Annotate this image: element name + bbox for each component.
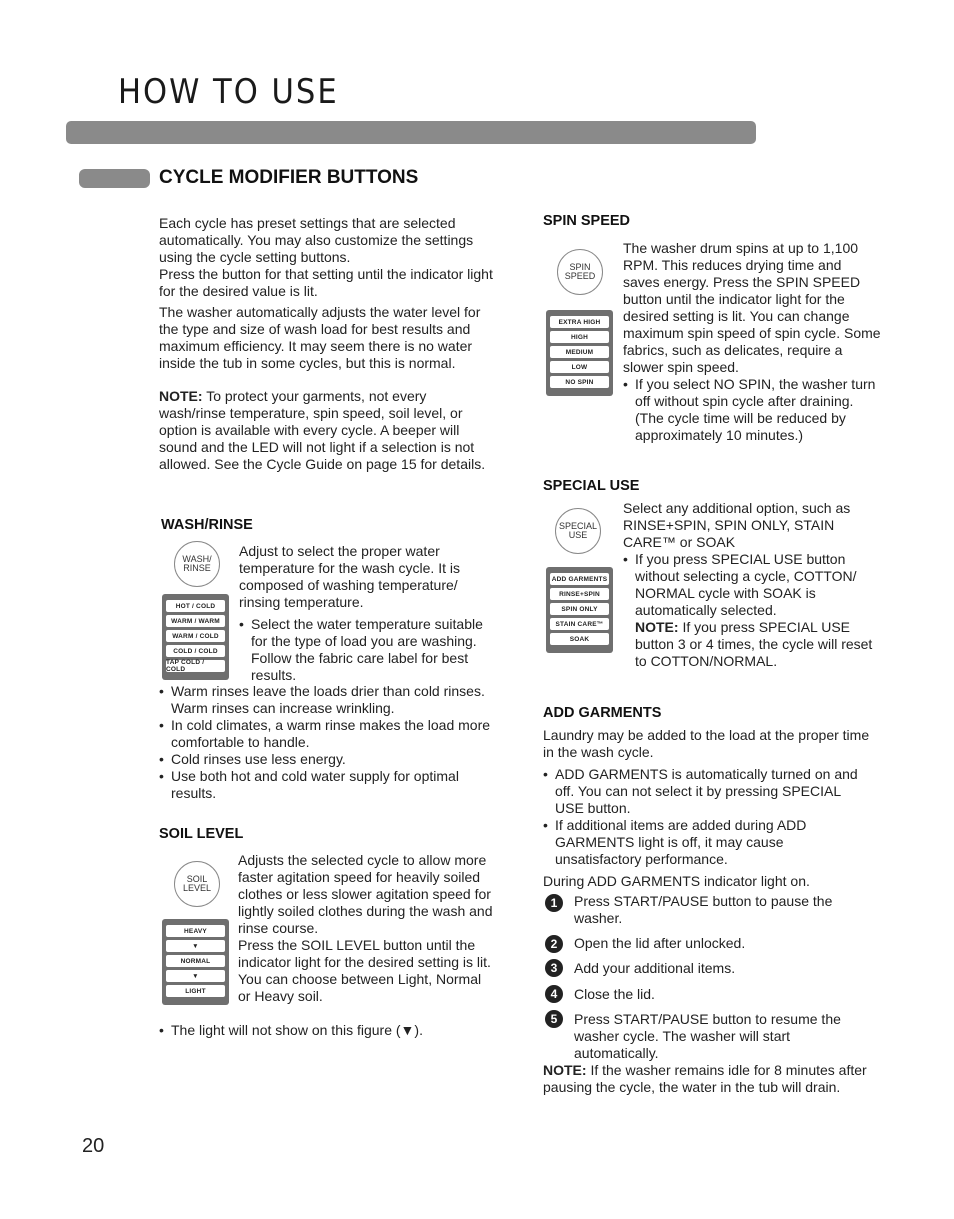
list-item [623, 551, 881, 670]
step-text: Open the lid after unlocked. [574, 935, 746, 951]
step-text: Close the lid. [574, 986, 655, 1002]
wash-rinse-button [174, 541, 220, 587]
intro-block [159, 215, 494, 473]
add-garments-desc: Laundry may be added to the load at the proper time in the wash cycle. [543, 727, 870, 760]
step-number-badge: 1 [545, 894, 563, 912]
step-number-badge: 3 [545, 959, 563, 977]
note-text: If the washer remains idle for 8 minutes after pausing the cycle, the water in the tub will drain. [543, 1062, 867, 1095]
list-item: • Cold rinses use less energy. [159, 751, 494, 768]
intro-note [159, 388, 494, 473]
panel-cell: HIGH [550, 331, 609, 343]
panel-cell: ADD GARMENTS [550, 573, 609, 585]
wash-rinse-bullets [159, 683, 494, 802]
note-label: NOTE: [159, 388, 203, 404]
step-number-badge: 4 [545, 985, 563, 1003]
list-item: • If you select NO SPIN, the washer turn off without spin cycle after draining. (The cycle time will be reduced by approximately 10 minutes.) [623, 376, 881, 444]
soil-level-desc-block [238, 852, 496, 1005]
special-use-button [555, 508, 601, 554]
panel-cell: HOT / COLD [166, 600, 225, 612]
wash-rinse-inner-bullet: • Select the water temperature suitable for the type of load you are washing. Follow the fabric care label for best results. [239, 616, 494, 684]
step-number-badge: 5 [545, 1010, 563, 1028]
panel-cell: WARM / COLD [166, 630, 225, 642]
special-use-bullet: If you press SPECIAL USE button without selecting a cycle, COTTON/ NORMAL cycle with SOAK is automatically selected. [635, 551, 857, 618]
step-text: Add your additional items. [574, 960, 736, 976]
soil-level-heading: SOIL LEVEL [159, 826, 244, 842]
add-garments-heading: ADD GARMENTS [543, 705, 662, 721]
wash-rinse-button-line2: RINSE [183, 563, 211, 573]
special-use-desc-block [623, 500, 881, 670]
note-label: NOTE: [543, 1062, 587, 1078]
note-text: If you press SPECIAL USE button 3 or 4 times, the cycle will reset to COTTON/NORMAL. [635, 619, 873, 669]
spin-speed-desc-block [623, 240, 881, 444]
panel-cell: LIGHT [166, 985, 225, 997]
soil-level-bullets [159, 1022, 494, 1039]
wash-rinse-heading: WASH/RINSE [161, 517, 253, 533]
spin-speed-indicator-panel [546, 310, 613, 396]
panel-cell: ▼ [166, 940, 225, 952]
panel-cell: SOAK [550, 633, 609, 645]
panel-cell: MEDIUM [550, 346, 609, 358]
soil-level-desc-2: Press the SOIL LEVEL button until the indicator light for the desired setting is lit. You can choose between Light, Normal or Heavy soil. [238, 937, 491, 1004]
intro-paragraph-2: The washer automatically adjusts the water level for the type and size of wash load for best results and maximum efficiency. It may seem there is no water inside the tub in some cycles, but this is normal. [159, 304, 481, 371]
title-bar-divider [66, 121, 756, 144]
list-item: • In cold climates, a warm rinse makes the load more comfortable to handle. [159, 717, 494, 751]
soil-level-indicator-panel [162, 919, 229, 1005]
panel-cell: ▼ [166, 970, 225, 982]
note-text: To protect your garments, not every wash/rinse temperature, spin speed, soil level, or option is available with every cycle. A beeper will sound and the LED will not light if a selection is not allowed. See the Cycle Guide on page 15 for details. [159, 388, 486, 472]
page-number: 20 [82, 1135, 105, 1157]
panel-cell: TAP COLD / COLD [166, 660, 225, 672]
list-item: • If additional items are added during ADD GARMENTS light is off, it may cause unsatisfactory performance. [543, 817, 873, 868]
panel-cell: NO SPIN [550, 376, 609, 388]
soil-level-desc: Adjusts the selected cycle to allow more faster agitation speed for heavily soiled clothes or less slower agitation speed for lightly soiled clothes during the wash and rinse course. [238, 852, 493, 936]
panel-cell: WARM / WARM [166, 615, 225, 627]
list-item: • Warm rinses leave the loads drier than cold rinses. Warm rinses can increase wrinkling. [159, 683, 494, 717]
step-number-badge: 2 [545, 935, 563, 953]
intro-paragraph-1b: Press the button for that setting until the indicator light for the desired value is lit. [159, 266, 493, 299]
step-text: Press START/PAUSE button to resume the washer cycle. The washer will start automatically. [574, 1011, 841, 1061]
list-item: • Use both hot and cold water supply for optimal results. [159, 768, 494, 802]
special-use-button-line2: USE [568, 530, 588, 540]
soil-level-button [174, 861, 220, 907]
add-garments-note [543, 1062, 873, 1096]
soil-level-button-line2: LEVEL [182, 883, 212, 893]
wash-rinse-desc-block [239, 543, 494, 684]
special-use-indicator-panel [546, 567, 613, 653]
special-use-button-line1: SPECIAL [558, 521, 598, 531]
soil-level-button-line1: SOIL [186, 874, 208, 884]
page-title: HOW TO USE [118, 72, 339, 112]
spin-speed-button-line1: SPIN [569, 262, 591, 272]
spin-speed-desc: The washer drum spins at up to 1,100 RPM. This reduces drying time and saves energy. Press the SPIN SPEED button until the indicator light for the desired setting is lit. You can change maximum spin speed of spin cycle. Some fabrics, such as delicates, require a slower spin speed. [623, 240, 881, 375]
list-item: • ADD GARMENTS is automatically turned on and off. You can not select it by pressing SPECIAL USE button. [543, 766, 873, 817]
panel-cell: EXTRA HIGH [550, 316, 609, 328]
wash-rinse-button-line1: WASH/ [182, 554, 212, 564]
section-heading: CYCLE MODIFIER BUTTONS [159, 167, 419, 188]
add-garments-during: During ADD GARMENTS indicator light on. [543, 873, 810, 889]
panel-cell: SPIN ONLY [550, 603, 609, 615]
panel-cell: COLD / COLD [166, 645, 225, 657]
special-use-desc: Select any additional option, such as RINSE+SPIN, SPIN ONLY, STAIN CARE™ or SOAK [623, 500, 851, 550]
intro-paragraph-1: Each cycle has preset settings that are selected automatically. You may also customize the settings using the cycle setting buttons. [159, 215, 474, 265]
spin-speed-button [557, 249, 603, 295]
note-label: NOTE: [635, 619, 679, 635]
special-use-heading: SPECIAL USE [543, 478, 640, 494]
spin-speed-heading: SPIN SPEED [543, 213, 631, 229]
panel-cell: STAIN CARE™ [550, 618, 609, 630]
panel-cell: RINSE+SPIN [550, 588, 609, 600]
wash-rinse-indicator-panel [162, 594, 229, 680]
section-marker [79, 169, 150, 188]
panel-cell: LOW [550, 361, 609, 373]
panel-cell: HEAVY [166, 925, 225, 937]
wash-rinse-desc: Adjust to select the proper water temperature for the wash cycle. It is composed of washing temperature/ rinsing temperature. [239, 543, 460, 610]
add-garments-block [543, 727, 873, 890]
list-item: • The light will not show on this figure (▼). [159, 1022, 494, 1039]
panel-cell: NORMAL [166, 955, 225, 967]
spin-speed-button-line2: SPEED [564, 271, 596, 281]
step-text: Press START/PAUSE button to pause the washer. [574, 893, 833, 926]
